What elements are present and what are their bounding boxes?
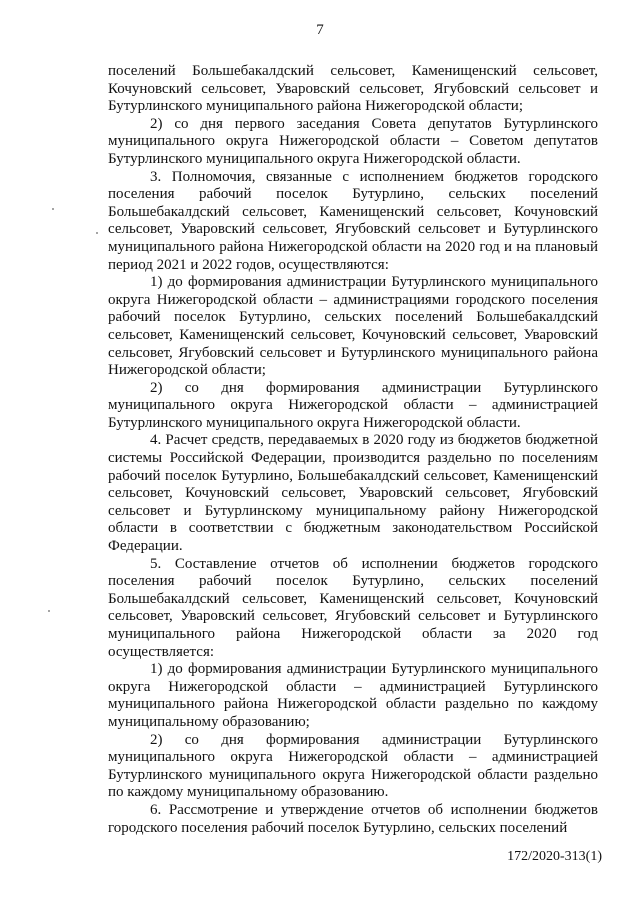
paragraph: поселений Большебакалдский сельсовет, Каменищенский сельсовет, Кочуновский сельсовет, Уваровский сельсовет, Ягубовский сельсовет и Бутурлинского муниципального района Нижегородской области;	[108, 63, 598, 115]
paragraph: 1) до формирования администрации Бутурлинского муниципального округа Нижегородской области – администрациями городского поселения рабочий поселок Бутурлино, сельских поселений Большебакалдский сельсовет, Каменищенский сельсовет, Кочуновский сельсовет, Уваровский сельсовет, Ягубовский сельсовет и Бутурлинского муниципального района Нижегородской области;	[108, 274, 598, 379]
scan-speck	[48, 610, 50, 612]
paragraph: 6. Рассмотрение и утверждение отчетов об исполнении бюджетов городского поселения рабочий поселок Бутурлино, сельских поселений	[108, 801, 598, 836]
scan-speck	[52, 208, 54, 210]
document-code: 172/2020-313(1)	[507, 849, 602, 864]
paragraph: 2) со дня формирования администрации Бутурлинского муниципального округа Нижегородской области – администрацией Бутурлинского муниципального округа Нижегородской области.	[108, 379, 598, 431]
page-number: 7	[316, 22, 324, 38]
paragraph: 4. Расчет средств, передаваемых в 2020 году из бюджетов бюджетной системы Российской Федерации, производится раздельно по поселениям рабочий поселок Бутурлино, Большебакалдский сельсовет, Каменищенский сельсовет, Кочуновский сельсовет, Уваровский сельсовет, Ягубовский сельсовет и Бутурлинскому муниципальному району Нижегородской области в соответствии с бюджетным законодательством Российской Федерации.	[108, 432, 598, 555]
paragraph: 3. Полномочия, связанные с исполнением бюджетов городского поселения рабочий поселок Бутурлино, сельских поселений Большебакалдский сельсовет, Каменищенский сельсовет, Кочуновский сельсовет, Уваровский сельсовет, Ягубовский сельсовет и Бутурлинского муниципального района Нижегородской области на 2020 год и на плановый период 2021 и 2022 годов, осуществляются:	[108, 168, 598, 273]
paragraph: 1) до формирования администрации Бутурлинского муниципального округа Нижегородской области – администрацией Бутурлинского муниципального района Нижегородской области раздельно по каждому муниципальному образованию;	[108, 661, 598, 730]
paragraph: 2) со дня первого заседания Совета депутатов Бутурлинского муниципального округа Нижегородской области – Советом депутатов Бутурлинского муниципального округа Нижегородской области.	[108, 115, 598, 167]
scan-speck	[96, 232, 98, 234]
document-body	[108, 63, 598, 837]
paragraph: 5. Составление отчетов об исполнении бюджетов городского поселения рабочий поселок Бутурлино, сельских поселений Большебакалдский сельсовет, Каменищенский сельсовет, Кочуновский сельсовет, Уваровский сельсовет, Ягубовский сельсовет и Бутурлинского муниципального района Нижегородской области за 2020 год осуществляется:	[108, 555, 598, 660]
paragraph: 2) со дня формирования администрации Бутурлинского муниципального округа Нижегородской области – администрацией Бутурлинского муниципального округа Нижегородской области раздельно по каждому муниципальному образованию.	[108, 731, 598, 801]
